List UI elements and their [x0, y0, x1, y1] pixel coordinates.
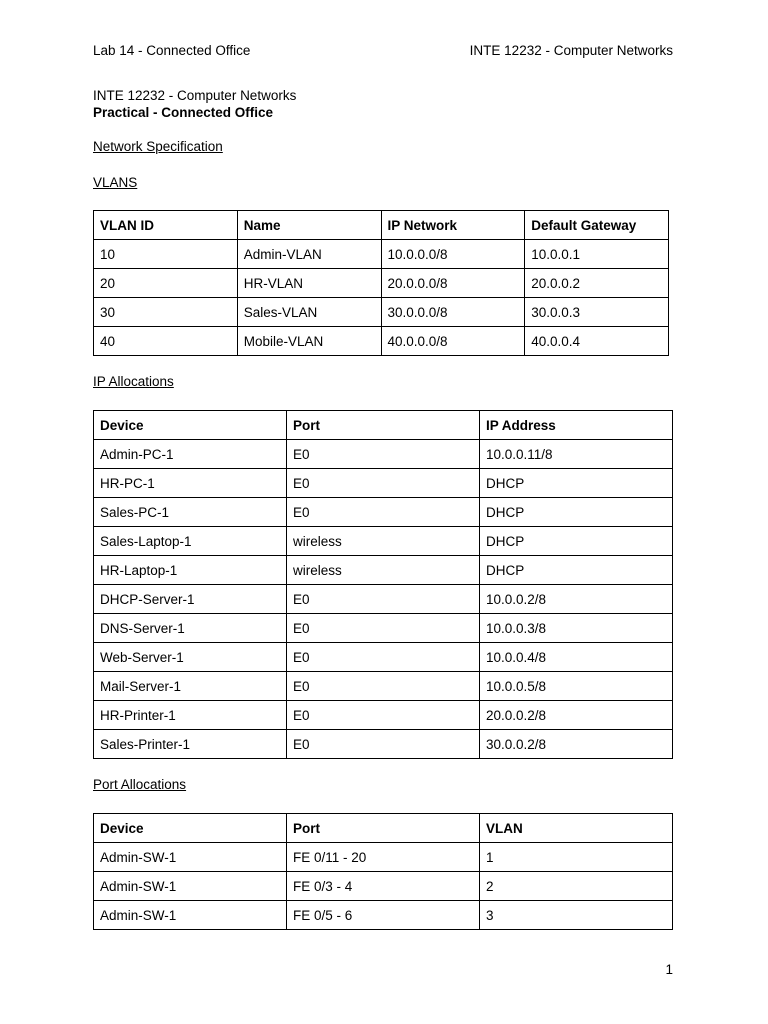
table-cell: HR-Laptop-1: [94, 556, 287, 585]
table-cell: 10.0.0.11/8: [480, 440, 673, 469]
table-row: [94, 672, 673, 701]
table-cell: 2: [480, 872, 673, 901]
table-cell: Admin-VLAN: [237, 240, 381, 269]
table-cell: 30.0.0.0/8: [381, 298, 525, 327]
port-allocations-table: [93, 813, 673, 930]
column-header: Default Gateway: [525, 211, 669, 240]
table-cell: E0: [287, 585, 480, 614]
table-row: [94, 556, 673, 585]
table-cell: E0: [287, 440, 480, 469]
table-row: [94, 240, 669, 269]
column-header: Port: [287, 814, 480, 843]
course-title: INTE 12232 - Computer Networks: [93, 88, 297, 103]
table-row: [94, 843, 673, 872]
column-header: VLAN ID: [94, 211, 238, 240]
table-row: [94, 701, 673, 730]
table-cell: Sales-Laptop-1: [94, 527, 287, 556]
table-row: [94, 901, 673, 930]
table-cell: Mail-Server-1: [94, 672, 287, 701]
column-header: Device: [94, 411, 287, 440]
table-row: [94, 872, 673, 901]
table-cell: 10.0.0.5/8: [480, 672, 673, 701]
table-cell: 20.0.0.0/8: [381, 269, 525, 298]
table-cell: FE 0/11 - 20: [287, 843, 480, 872]
table-cell: 30.0.0.3: [525, 298, 669, 327]
vlan-table: [93, 210, 669, 356]
table-cell: Admin-SW-1: [94, 901, 287, 930]
table-cell: E0: [287, 469, 480, 498]
table-cell: DNS-Server-1: [94, 614, 287, 643]
column-header: Port: [287, 411, 480, 440]
column-header: IP Address: [480, 411, 673, 440]
table-cell: DHCP: [480, 469, 673, 498]
table-cell: 10.0.0.0/8: [381, 240, 525, 269]
table-cell: wireless: [287, 556, 480, 585]
table-cell: 10.0.0.2/8: [480, 585, 673, 614]
table-cell: DHCP: [480, 527, 673, 556]
header-left: Lab 14 - Connected Office: [93, 43, 251, 58]
table-cell: wireless: [287, 527, 480, 556]
table-cell: DHCP: [480, 556, 673, 585]
table-cell: FE 0/3 - 4: [287, 872, 480, 901]
table-cell: E0: [287, 672, 480, 701]
table-row: [94, 327, 669, 356]
section-ip-allocations: IP Allocations: [93, 374, 174, 389]
table-cell: 10.0.0.4/8: [480, 643, 673, 672]
table-row: [94, 269, 669, 298]
table-cell: 10.0.0.1: [525, 240, 669, 269]
table-row: [94, 643, 673, 672]
section-network-specification: Network Specification: [93, 139, 223, 154]
table-cell: Admin-PC-1: [94, 440, 287, 469]
table-cell: FE 0/5 - 6: [287, 901, 480, 930]
table-header-row: [94, 814, 673, 843]
practical-title: Practical - Connected Office: [93, 105, 274, 120]
table-cell: 20: [94, 269, 238, 298]
column-header: Device: [94, 814, 287, 843]
table-row: [94, 469, 673, 498]
header-right: INTE 12232 - Computer Networks: [469, 43, 673, 58]
column-header: VLAN: [480, 814, 673, 843]
table-row: [94, 527, 673, 556]
table-cell: 30.0.0.2/8: [480, 730, 673, 759]
table-cell: 20.0.0.2: [525, 269, 669, 298]
table-cell: DHCP-Server-1: [94, 585, 287, 614]
table-cell: Admin-SW-1: [94, 843, 287, 872]
table-cell: 20.0.0.2/8: [480, 701, 673, 730]
table-cell: E0: [287, 643, 480, 672]
table-cell: DHCP: [480, 498, 673, 527]
table-cell: 40: [94, 327, 238, 356]
table-row: [94, 298, 669, 327]
table-cell: HR-PC-1: [94, 469, 287, 498]
section-vlans: VLANS: [93, 175, 138, 190]
table-cell: 10: [94, 240, 238, 269]
table-cell: 30: [94, 298, 238, 327]
table-header-row: [94, 211, 669, 240]
page-number: 1: [665, 962, 673, 977]
table-cell: E0: [287, 701, 480, 730]
table-row: [94, 498, 673, 527]
column-header: Name: [237, 211, 381, 240]
table-cell: HR-VLAN: [237, 269, 381, 298]
table-cell: Sales-VLAN: [237, 298, 381, 327]
table-cell: Admin-SW-1: [94, 872, 287, 901]
table-cell: Mobile-VLAN: [237, 327, 381, 356]
table-row: [94, 585, 673, 614]
table-cell: 40.0.0.0/8: [381, 327, 525, 356]
table-cell: E0: [287, 498, 480, 527]
table-cell: 1: [480, 843, 673, 872]
table-cell: E0: [287, 614, 480, 643]
table-cell: Web-Server-1: [94, 643, 287, 672]
table-row: [94, 730, 673, 759]
table-row: [94, 440, 673, 469]
table-cell: Sales-PC-1: [94, 498, 287, 527]
table-header-row: [94, 411, 673, 440]
column-header: IP Network: [381, 211, 525, 240]
table-cell: HR-Printer-1: [94, 701, 287, 730]
table-cell: E0: [287, 730, 480, 759]
table-cell: 3: [480, 901, 673, 930]
table-cell: 10.0.0.3/8: [480, 614, 673, 643]
ip-allocations-table: [93, 410, 673, 759]
table-cell: 40.0.0.4: [525, 327, 669, 356]
title-block: [93, 87, 296, 121]
section-port-allocations: Port Allocations: [93, 777, 187, 792]
table-cell: Sales-Printer-1: [94, 730, 287, 759]
table-row: [94, 614, 673, 643]
